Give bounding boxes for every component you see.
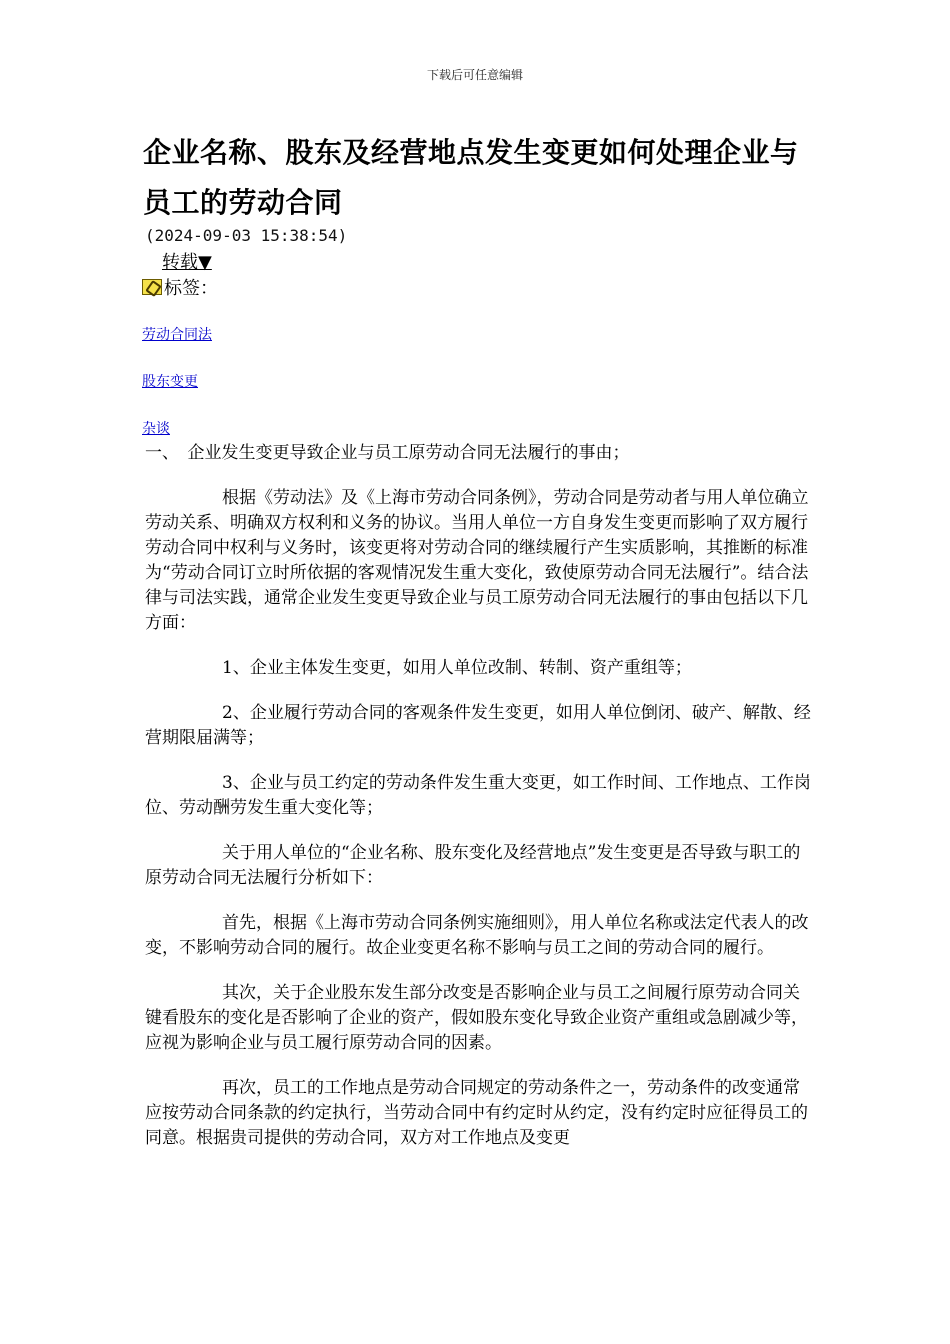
article-title: 企业名称、股东及经营地点发生变更如何处理企业与员工的劳动合同 bbox=[143, 136, 799, 219]
tag-link-misc[interactable]: 杂谈 bbox=[142, 421, 170, 437]
paragraph: 1、企业主体发生变更，如用人单位改制、转制、资产重组等； bbox=[222, 658, 692, 678]
paragraph: 其次，关于企业股东发生部分改变是否影响企业与员工之间履行原劳动合同关键看股东的变化是否影响了企业的资产，假如股东变化导致企业资产重组或急剧减少等，应视为影响企业与员工履行原劳动合同的因素。 bbox=[145, 983, 808, 1053]
tags-row bbox=[142, 274, 218, 300]
tags-label: 标签： bbox=[164, 278, 218, 299]
paragraph: 2、企业履行劳动合同的客观条件发生变更，如用人单位倒闭、破产、解散、经营期限届满等； bbox=[145, 703, 811, 748]
paragraph: 3、企业与员工约定的劳动条件发生重大变更，如工作时间、工作地点、工作岗位、劳动酬劳发生重大变化等； bbox=[145, 773, 811, 818]
tag-icon bbox=[142, 279, 162, 295]
article-body bbox=[145, 441, 815, 1171]
paragraph: 关于用人单位的“企业名称、股东变化及经营地点”发生变更是否导致与职工的原劳动合同无法履行分析如下： bbox=[145, 843, 801, 888]
tag-link-shareholder-change[interactable]: 股东变更 bbox=[142, 374, 198, 390]
post-timestamp: (2024-09-03 15:38:54) bbox=[145, 226, 348, 245]
paragraph: 首先，根据《上海市劳动合同条例实施细则》，用人单位名称或法定代表人的改变，不影响劳动合同的履行。故企业变更名称不影响与员工之间的劳动合同的履行。 bbox=[145, 913, 809, 958]
section-heading: 一、 企业发生变更导致企业与员工原劳动合同无法履行的事由； bbox=[145, 443, 630, 463]
tag-link-labor-contract-law[interactable]: 劳动合同法 bbox=[142, 327, 212, 343]
reprint-link[interactable]: 转载▼ bbox=[162, 252, 212, 273]
paragraph: 再次，员工的工作地点是劳动合同规定的劳动条件之一，劳动条件的改变通常应按劳动合同条款的约定执行，当劳动合同中有约定时从约定，没有约定时应征得员工的同意。根据贵司提供的劳动合同，双方对工作地点及变更 bbox=[145, 1078, 808, 1148]
paragraph: 根据《劳动法》及《上海市劳动合同条例》，劳动合同是劳动者与用人单位确立劳动关系、明确双方权利和义务的协议。当用人单位一方自身发生变更而影响了双方履行劳动合同中权利与义务时，该变更将对劳动合同的继续履行产生实质影响，其推断的标准为“劳动合同订立时所依据的客观情况发生重大变化，致使原劳动合同无法履行”。结合法律与司法实践，通常企业发生变更导致企业与员工原劳动合同无法履行的事由包括以下几方面： bbox=[145, 488, 809, 633]
page-header-note: 下载后可任意编辑 bbox=[426, 68, 523, 82]
